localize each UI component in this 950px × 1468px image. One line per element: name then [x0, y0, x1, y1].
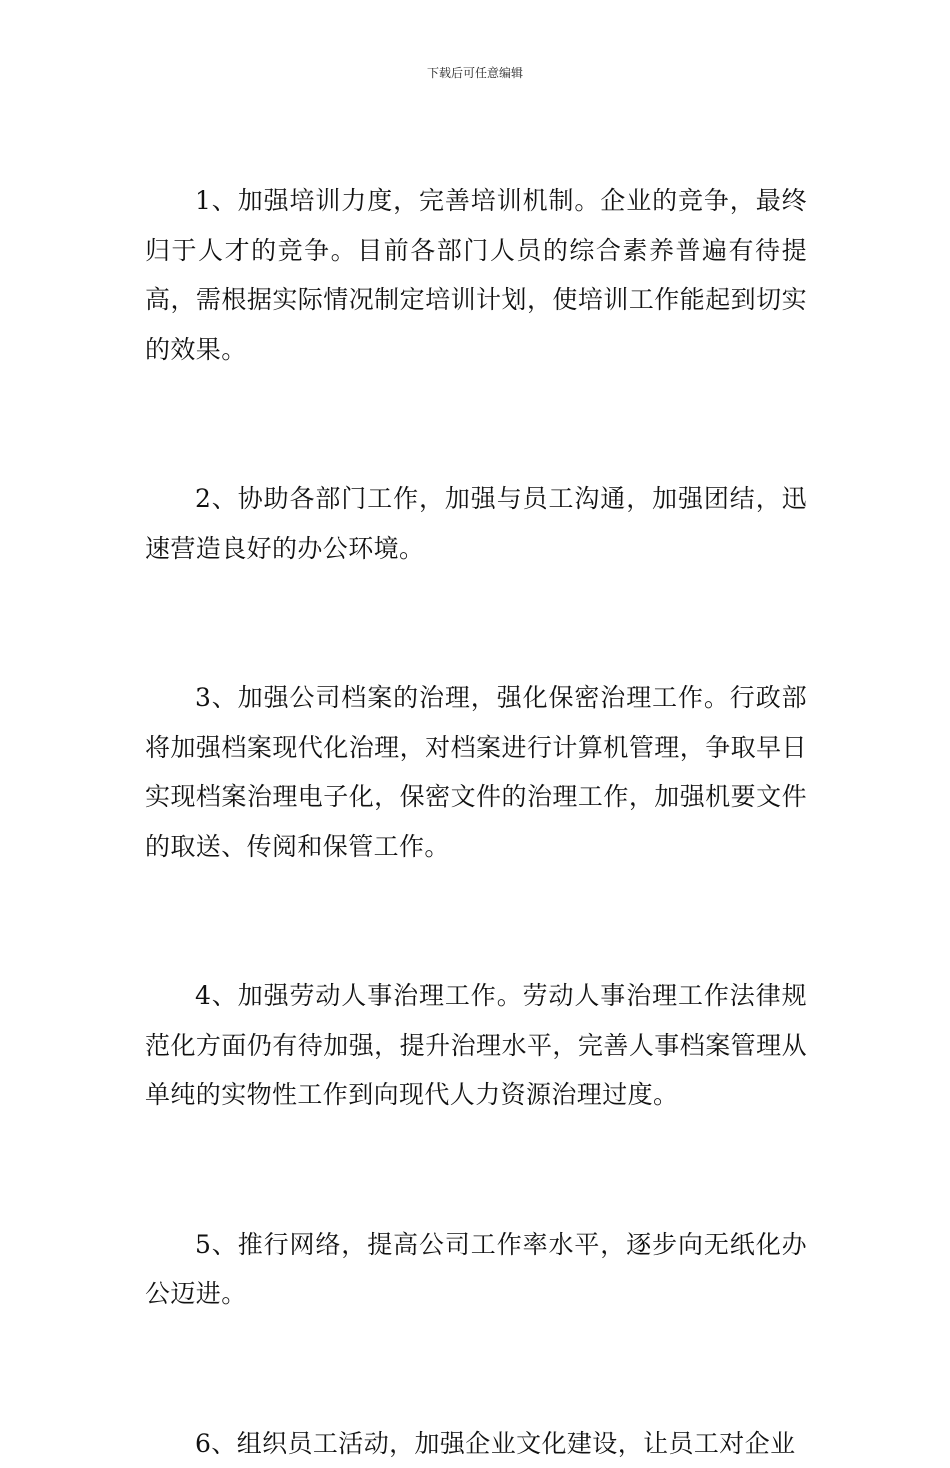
page-header: 下载后可任意编辑 [0, 64, 950, 82]
paragraph-6: 6、组织员工活动，加强企业文化建设，让员工对企业 [145, 1419, 807, 1468]
paragraph-5: 5、推行网络，提高公司工作率水平，逐步向无纸化办公迈进。 [145, 1220, 807, 1319]
paragraph-1: 1、加强培训力度，完善培训机制。企业的竞争，最终归于人才的竞争。目前各部门人员的综合素养普遍有待提高，需根据实际情况制定培训计划，使培训工作能起到切实的效果。 [145, 176, 807, 374]
paragraph-2: 2、协助各部门工作，加强与员工沟通，加强团结，迅速营造良好的办公环境。 [145, 474, 807, 573]
paragraph-3: 3、加强公司档案的治理，强化保密治理工作。行政部将加强档案现代化治理，对档案进行计算机管理，争取早日实现档案治理电子化，保密文件的治理工作，加强机要文件的取送、传阅和保管工作。 [145, 673, 807, 871]
document-body [145, 176, 807, 1468]
paragraph-4: 4、加强劳动人事治理工作。劳动人事治理工作法律规范化方面仍有待加强，提升治理水平，完善人事档案管理从单纯的实物性工作到向现代人力资源治理过度。 [145, 971, 807, 1120]
